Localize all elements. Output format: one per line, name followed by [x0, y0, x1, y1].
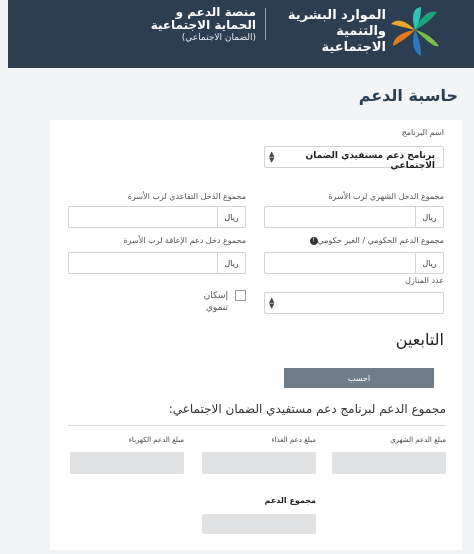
currency-unit: ريال	[217, 207, 245, 227]
electricity-support-output	[70, 452, 184, 474]
monthly-support-label: مبلغ الدعم الشهري	[390, 436, 446, 444]
food-support-output	[202, 452, 316, 474]
dependents-title: التابعين	[395, 330, 444, 349]
currency-unit: ريال	[415, 253, 443, 273]
food-support-label: مبلغ دعم الغذاء	[271, 436, 316, 444]
platform-name	[128, 6, 256, 45]
ministry-name-line2: والتنمية الاجتماعية	[321, 24, 386, 55]
results-title: مجموع الدعم لبرنامج دعم مستفيدي الضمان الاجتماعي:	[168, 402, 446, 416]
select-arrows-icon: ▲ ▼	[269, 296, 275, 310]
info-icon[interactable]: !	[310, 237, 318, 245]
monthly-support-output	[332, 452, 446, 474]
monthly-income-input[interactable]	[264, 206, 444, 228]
platform-name-line1: منصة الدعم و	[175, 5, 256, 19]
disability-support-label: مجموع دخل دعم الإعاقة لرب الأسرة	[123, 236, 246, 245]
select-arrows-icon: ▲ ▼	[269, 150, 275, 164]
ministry-name-line1: الموارد البشرية	[287, 8, 386, 23]
program-select[interactable]	[264, 146, 444, 171]
header-divider	[265, 8, 266, 40]
housing-label: إسكان تنموي	[203, 291, 228, 313]
monthly-income-label: مجموع الدخل الشهري لرب الأسرة	[328, 192, 444, 201]
ministry-logo-icon	[384, 6, 446, 62]
disability-support-input[interactable]	[68, 252, 246, 274]
houses-select[interactable]	[264, 292, 444, 314]
program-label: اسم البرنامج	[401, 128, 444, 137]
houses-label: عدد المنازل	[405, 276, 444, 285]
results-divider	[68, 425, 446, 426]
platform-name-line2: الحماية الاجتماعية	[150, 18, 256, 32]
site-header	[8, 0, 474, 68]
platform-name-line3: (الضمان الاجتماعي)	[181, 33, 256, 43]
gov-support-label-text: مجموع الدعم الحكومي / الغير حكومي	[317, 236, 444, 245]
calculate-button[interactable]: احسب	[284, 368, 434, 388]
total-support-label: مجموع الدعم	[264, 496, 316, 505]
retirement-income-label: مجموع الدخل التقاعدي لرب الأسرة	[127, 192, 246, 201]
total-support-output	[202, 514, 316, 534]
ministry-name	[270, 8, 386, 56]
gov-support-label	[306, 236, 444, 245]
electricity-support-label: مبلغ الدعم الكهرباء	[128, 436, 184, 444]
calculator-card	[50, 120, 462, 550]
currency-unit: ريال	[415, 207, 443, 227]
housing-checkbox[interactable]	[235, 290, 246, 301]
currency-unit: ريال	[217, 253, 245, 273]
gov-support-input[interactable]	[264, 252, 444, 274]
page-title: حاسبة الدعم	[358, 86, 458, 105]
retirement-income-input[interactable]	[68, 206, 246, 228]
program-select-value: برنامج دعم مستفيدي الضمان الاجتماعي	[305, 151, 435, 171]
